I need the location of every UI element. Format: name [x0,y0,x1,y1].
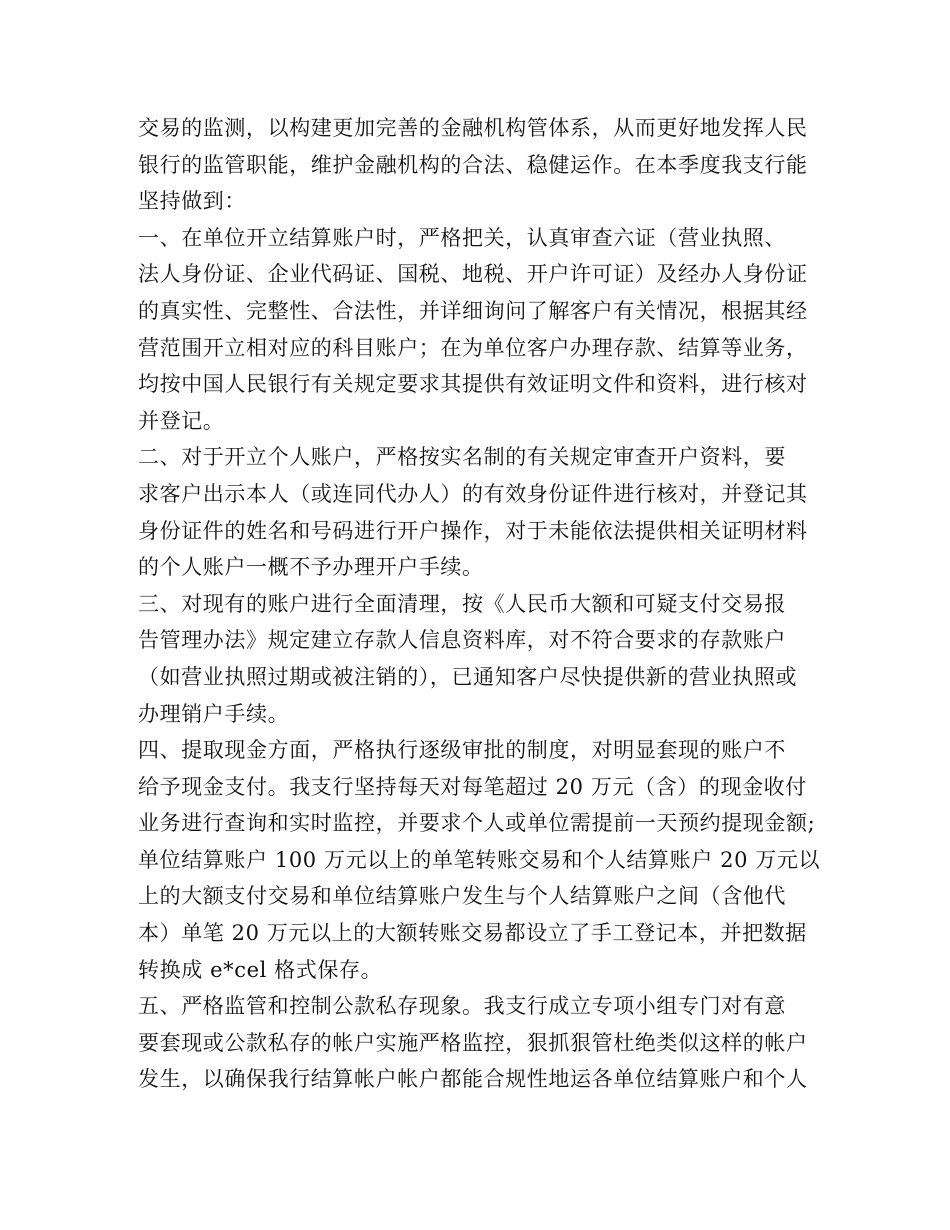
text-line-27: 发生，以确保我行结算帐户帐户都能合规性地运各单位结算账户和个人 [138,1067,808,1092]
document-body [138,110,821,1098]
text-line-23: 本）单笔 20 万元以上的大额转账交易都设立了手工登记本，并把数据 [138,921,807,946]
text-line-15: 告管理办法》规定建立存款人信息资料库，对不符合要求的存款账户 [138,628,786,653]
text-line-24: 转换成 e*cel 格式保存。 [138,957,383,982]
text-line-13: 的个人账户一概不予办理开户手续。 [138,555,484,580]
text-line-16: （如营业执照过期或被注销的），已通知客户尽快提供新的营业执照或 [138,664,798,689]
text-line-10: 二、对于开立个人账户，严格按实名制的有关规定审查开户资料，要 [138,445,786,470]
text-line-20: 业务进行查询和实时监控，并要求个人或单位需提前一天预约提现金额; [138,811,816,836]
text-line-11: 求客户出示本人（或连同代办人）的有效身份证件进行核对，并登记其 [138,481,808,506]
text-line-14: 三、对现有的账户进行全面清理，按《人民币大额和可疑支付交易报 [138,591,786,616]
text-line-25: 五、严格监管和控制公款私存现象。我支行成立专项小组专门对有意 [138,994,786,1019]
text-line-22: 上的大额支付交易和单位结算账户发生与个人结算账户之间（含他代 [138,884,786,909]
text-line-18: 四、提取现金方面，严格执行逐级审批的制度，对明显套现的账户不 [138,738,786,763]
text-line-5: 法人身份证、企业代码证、国税、地税、开户许可证）及经办人身份证 [138,262,808,287]
text-line-12: 身份证件的姓名和号码进行开户操作，对于未能依法提供相关证明材料 [138,518,808,543]
text-line-8: 均按中国人民银行有关规定要求其提供有效证明文件和资料，进行核对 [138,372,808,397]
text-line-7: 营范围开立相对应的科目账户；在为单位客户办理存款、结算等业务， [138,335,808,360]
text-line-17: 办理销户手续。 [138,701,290,726]
text-line-3: 坚持做到： [138,189,246,214]
text-line-19: 给予现金支付。我支行坚持每天对每笔超过 20 万元（含）的现金收付 [138,774,807,799]
text-line-2: 银行的监管职能，维护金融机构的合法、稳健运作。在本季度我支行能 [138,152,808,177]
text-line-9: 并登记。 [138,408,225,433]
text-line-6: 的真实性、完整性、合法性，并详细询问了解客户有关情况，根据其经 [138,298,808,323]
text-line-4: 一、在单位开立结算账户时，严格把关，认真审查六证（营业执照、 [138,225,786,250]
text-line-26: 要套现或公款私存的帐户实施严格监控，狠抓狠管杜绝类似这样的帐户 [138,1030,808,1055]
text-line-1: 交易的监测，以构建更加完善的金融机构管体系，从而更好地发挥人民 [138,116,808,140]
text-line-21: 单位结算账户 100 万元以上的单笔转账交易和个人结算账户 20 万元以 [138,847,821,872]
